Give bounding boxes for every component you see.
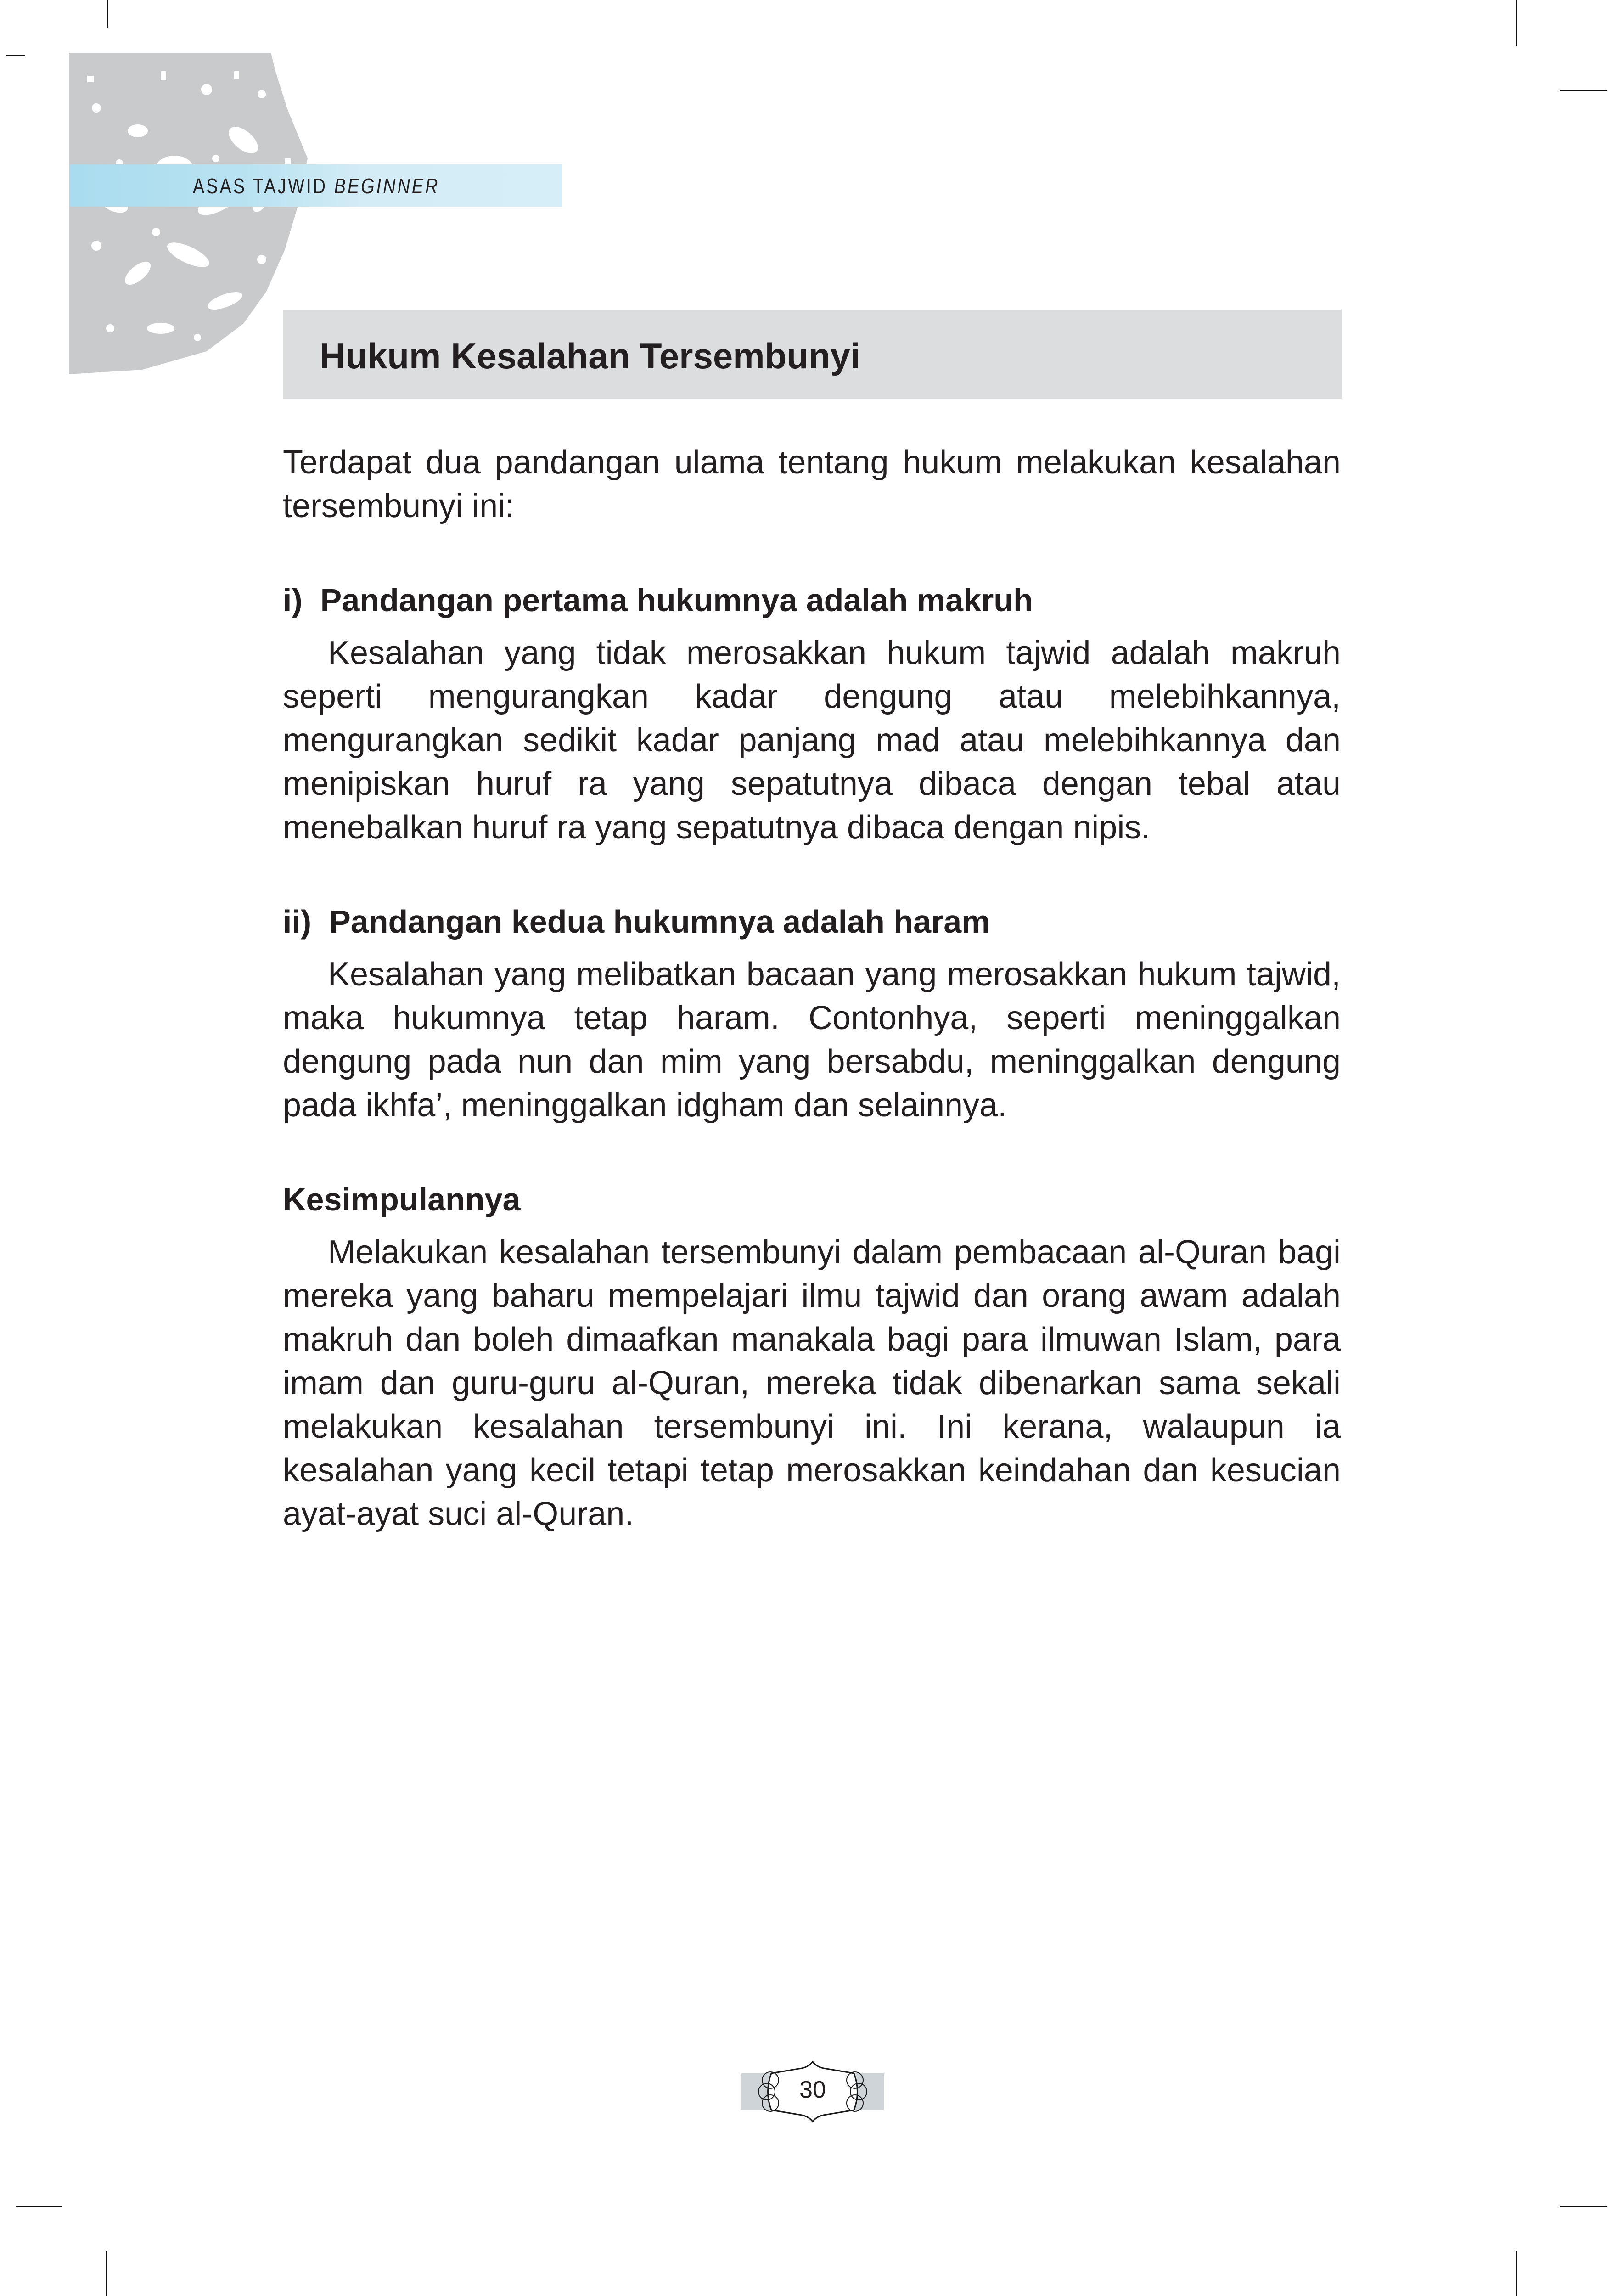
crop-mark-bottom-left-vertical: [106, 2251, 107, 2296]
crop-mark-bottom-right-vertical: [1516, 2251, 1517, 2296]
crop-mark-top-left-horizontal: [6, 55, 25, 56]
section-heading: ii) Pandangan kedua hukumnya adalah haram: [283, 904, 990, 940]
section-second-view: [283, 900, 1341, 1127]
running-header-text: [193, 174, 440, 198]
page-title: Hukum Kesalahan Tersembunyi: [320, 336, 860, 376]
crop-mark-top-right-horizontal: [1560, 90, 1607, 91]
section-paragraph: Kesalahan yang melibatkan bacaan yang merosakkan hukum tajwid, maka hukumnya tetap haram. Contonhya, seperti meninggalkan dengung pada nun dan mim yang bersabdu, meninggalkan dengung pada ikhfa’, meninggalkan idgham dan selainnya.: [283, 956, 1341, 1124]
section-conclusion: [283, 1178, 1341, 1536]
mandala-ornament-icon: [69, 53, 312, 374]
section-heading: Kesimpulannya: [283, 1182, 521, 1217]
crop-mark-top-left-vertical: [107, 0, 108, 28]
crop-mark-bottom-right-horizontal: [1560, 2206, 1607, 2207]
section-paragraph: Kesalahan yang tidak merosakkan hukum tajwid adalah makruh seperti mengurangkan kadar dengung atau melebihkannya, mengurangkan sedikit kadar panjang mad atau melebihkannya dan menipiskan huruf ra yang sepatutnya dibaca dengan tebal atau menebalkan huruf ra yang sepatutnya dibaca dengan nipis.: [283, 635, 1341, 846]
book-subtitle: BEGINNER: [334, 174, 440, 198]
intro-paragraph: Terdapat dua pandangan ulama tentang hukum melakukan kesalahan tersembunyi ini:: [283, 444, 1341, 524]
section-paragraph: Melakukan kesalahan tersembunyi dalam pembacaan al-Quran bagi mereka yang baharu mempelajari ilmu tajwid dan orang awam adalah makruh dan boleh dimaafkan manakala bagi para ilmuwan Islam, para imam dan guru-guru al-Quran, mereka tidak dibenarkan sama sekali melakukan kesalahan tersembunyi ini. Ini kerana, walaupun ia kesalahan yang kecil tetapi tetap merosakkan keindahan dan kesucian ayat-ayat suci al-Quran.: [283, 1234, 1341, 1532]
page-content: [283, 441, 1341, 1536]
page-number: 30: [799, 2077, 826, 2103]
crop-mark-top-right-vertical: [1516, 0, 1517, 46]
section-first-view: [283, 579, 1341, 850]
page-number-badge: [739, 2060, 886, 2124]
book-title: ASAS TAJWID: [193, 174, 328, 198]
crop-mark-bottom-left-horizontal: [16, 2206, 62, 2207]
section-heading: i) Pandangan pertama hukumnya adalah makruh: [283, 582, 1033, 618]
